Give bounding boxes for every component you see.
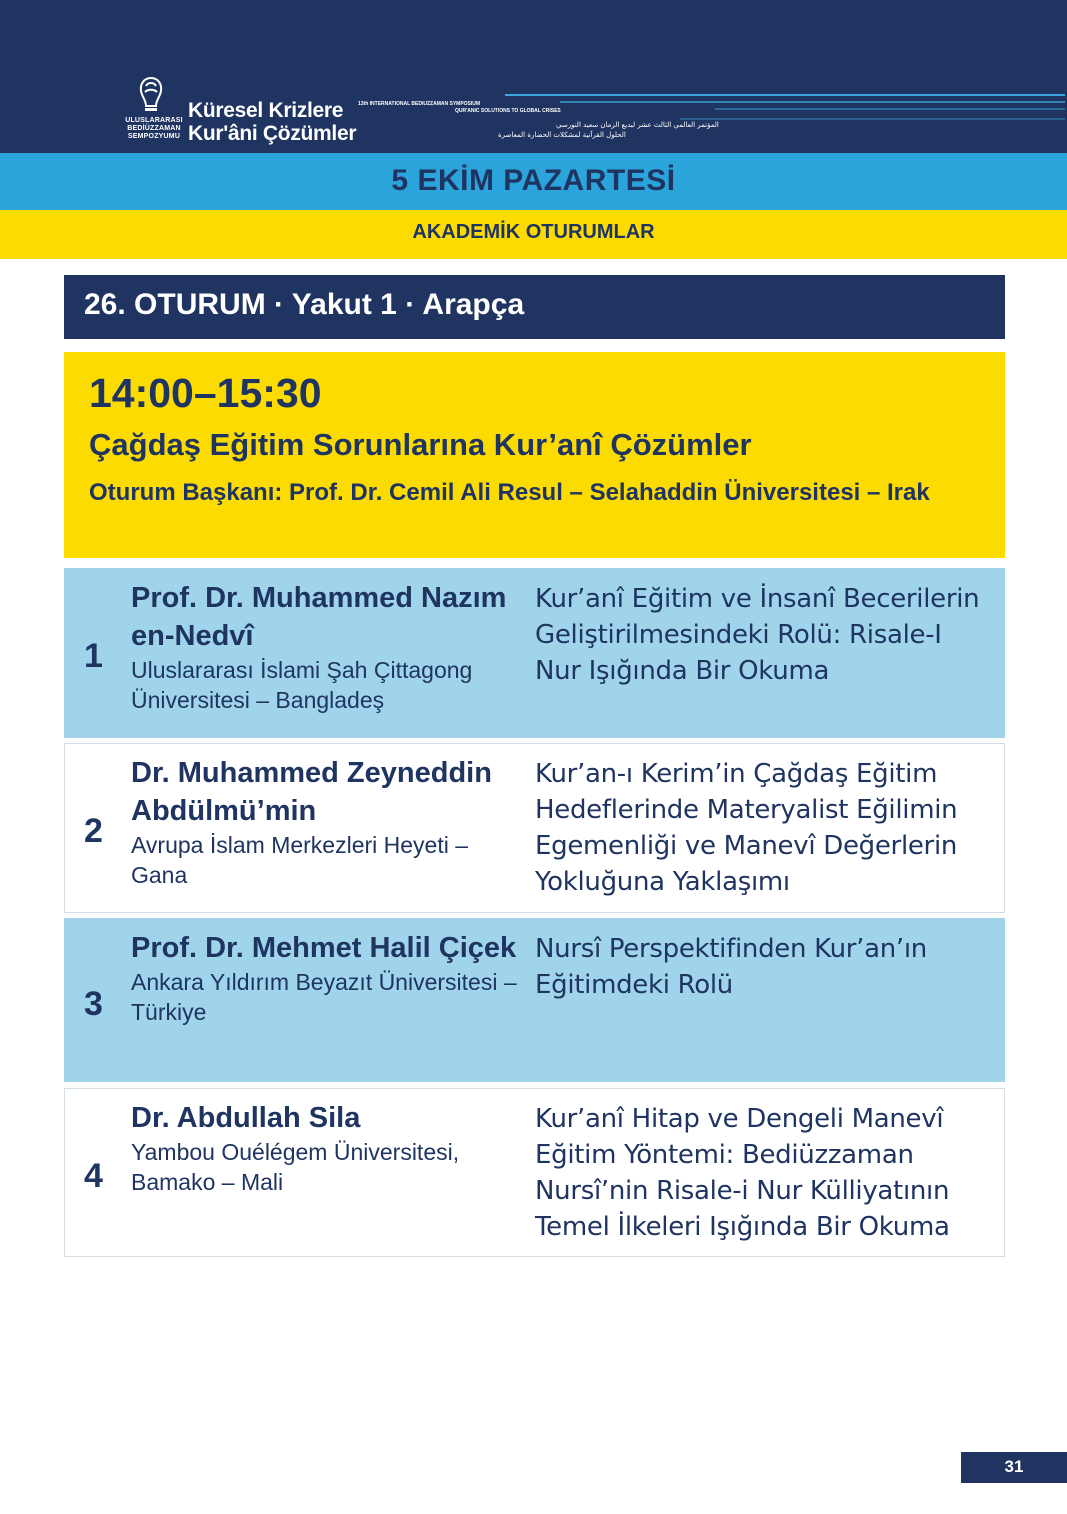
speaker-topic: Nursî Perspektifinden Kur’an’ın Eğitimdeki Rolü xyxy=(535,934,927,1000)
speaker-name: Dr. Muhammed Zeyneddin Abdülmü’min xyxy=(131,757,492,827)
speaker-number: 4 xyxy=(84,1157,103,1195)
speaker-topic: Kur’anî Hitap ve Dengeli Manevî Eğitim Yöntemi: Bediüzzaman Nursî’nin Risale-i Nur Külliyatının Temel İlkeleri Işığında Bir Okuma xyxy=(535,1104,950,1242)
date-band xyxy=(0,153,1067,210)
session-time: 14:00–15:30 xyxy=(89,370,322,416)
speaker-name: Prof. Dr. Mehmet Halil Çiçek xyxy=(131,932,517,964)
speaker-number: 3 xyxy=(84,985,103,1023)
speaker-info xyxy=(131,754,521,890)
speaker-row xyxy=(64,1088,1005,1257)
session-type-band xyxy=(0,210,1067,259)
decorative-streak xyxy=(680,118,1065,120)
speaker-info xyxy=(131,929,521,1027)
speaker-info xyxy=(131,579,521,715)
logo-title-line1: Küresel Krizlere xyxy=(188,99,344,122)
speaker-info xyxy=(131,1099,521,1197)
decorative-streak xyxy=(560,101,1065,103)
logo-subtitle: ULUSLARARASI BEDİÜZZAMAN SEMPOZYUMU xyxy=(125,117,183,140)
session-header xyxy=(64,275,1005,339)
session-info xyxy=(64,352,1005,558)
symposium-logo-icon xyxy=(136,76,166,114)
session-label: 26. OTURUM · Yakut 1 · Arapça xyxy=(84,288,525,321)
speaker-affiliation: Ankara Yıldırım Beyazıt Üniversitesi – Türkiye xyxy=(131,969,517,1025)
speaker-name: Prof. Dr. Muhammed Nazım en-Nedvî xyxy=(131,582,507,652)
symposium-name-ar: المؤتمر العالمي الثالث عشر لبديع الزمان سعيد النورسي xyxy=(556,121,719,129)
session-title: Çağdaş Eğitim Sorunlarına Kur’anî Çözümler xyxy=(89,427,752,462)
speaker-row xyxy=(64,743,1005,913)
logo-title-line2: Kur'âni Çözümler xyxy=(188,122,357,145)
decorative-streak xyxy=(715,108,1065,110)
date-heading: 5 EKİM PAZARTESİ xyxy=(391,164,676,197)
session-type-heading: AKADEMİK OTURUMLAR xyxy=(412,221,655,243)
speaker-topic: Kur’anî Eğitim ve İnsanî Becerilerin Geliştirilmesindeki Rolü: Risale-I Nur Işığında Bir Okuma xyxy=(535,584,980,686)
speaker-affiliation: Avrupa İslam Merkezleri Heyeti – Gana xyxy=(131,832,469,888)
logo-title xyxy=(188,99,356,145)
speaker-row xyxy=(64,918,1005,1082)
header-banner xyxy=(0,0,1067,153)
speaker-affiliation: Uluslararası İslami Şah Çittagong Üniversitesi – Bangladeş xyxy=(131,657,473,713)
page-number: 31 xyxy=(1004,1457,1024,1476)
symposium-theme-ar: الحلول القرآنية لمشكلات الحضارة المعاصرة xyxy=(498,131,626,139)
symposium-theme-en: QUR'ANIC SOLUTIONS TO GLOBAL CRISES xyxy=(455,108,561,114)
page-number-badge xyxy=(961,1452,1067,1483)
speaker-number: 2 xyxy=(84,812,103,850)
speaker-topic: Kur’an-ı Kerim’in Çağdaş Eğitim Hedeflerinde Materyalist Eğilimin Egemenliği ve Manevî Değerlerin Yokluğuna Yaklaşımı xyxy=(535,759,958,897)
session-chair: Oturum Başkanı: Prof. Dr. Cemil Ali Resul – Selahaddin Üniversitesi – Irak xyxy=(89,479,930,506)
speaker-row xyxy=(64,568,1005,738)
decorative-streak xyxy=(505,94,1065,96)
symposium-name-en: 13th INTERNATIONAL BEDIUZZAMAN SYMPOSIUM xyxy=(358,101,481,107)
speaker-number: 1 xyxy=(84,637,103,675)
speaker-name: Dr. Abdullah Sila xyxy=(131,1102,361,1134)
speaker-affiliation: Yambou Ouélégem Üniversitesi, Bamako – Mali xyxy=(131,1139,460,1195)
